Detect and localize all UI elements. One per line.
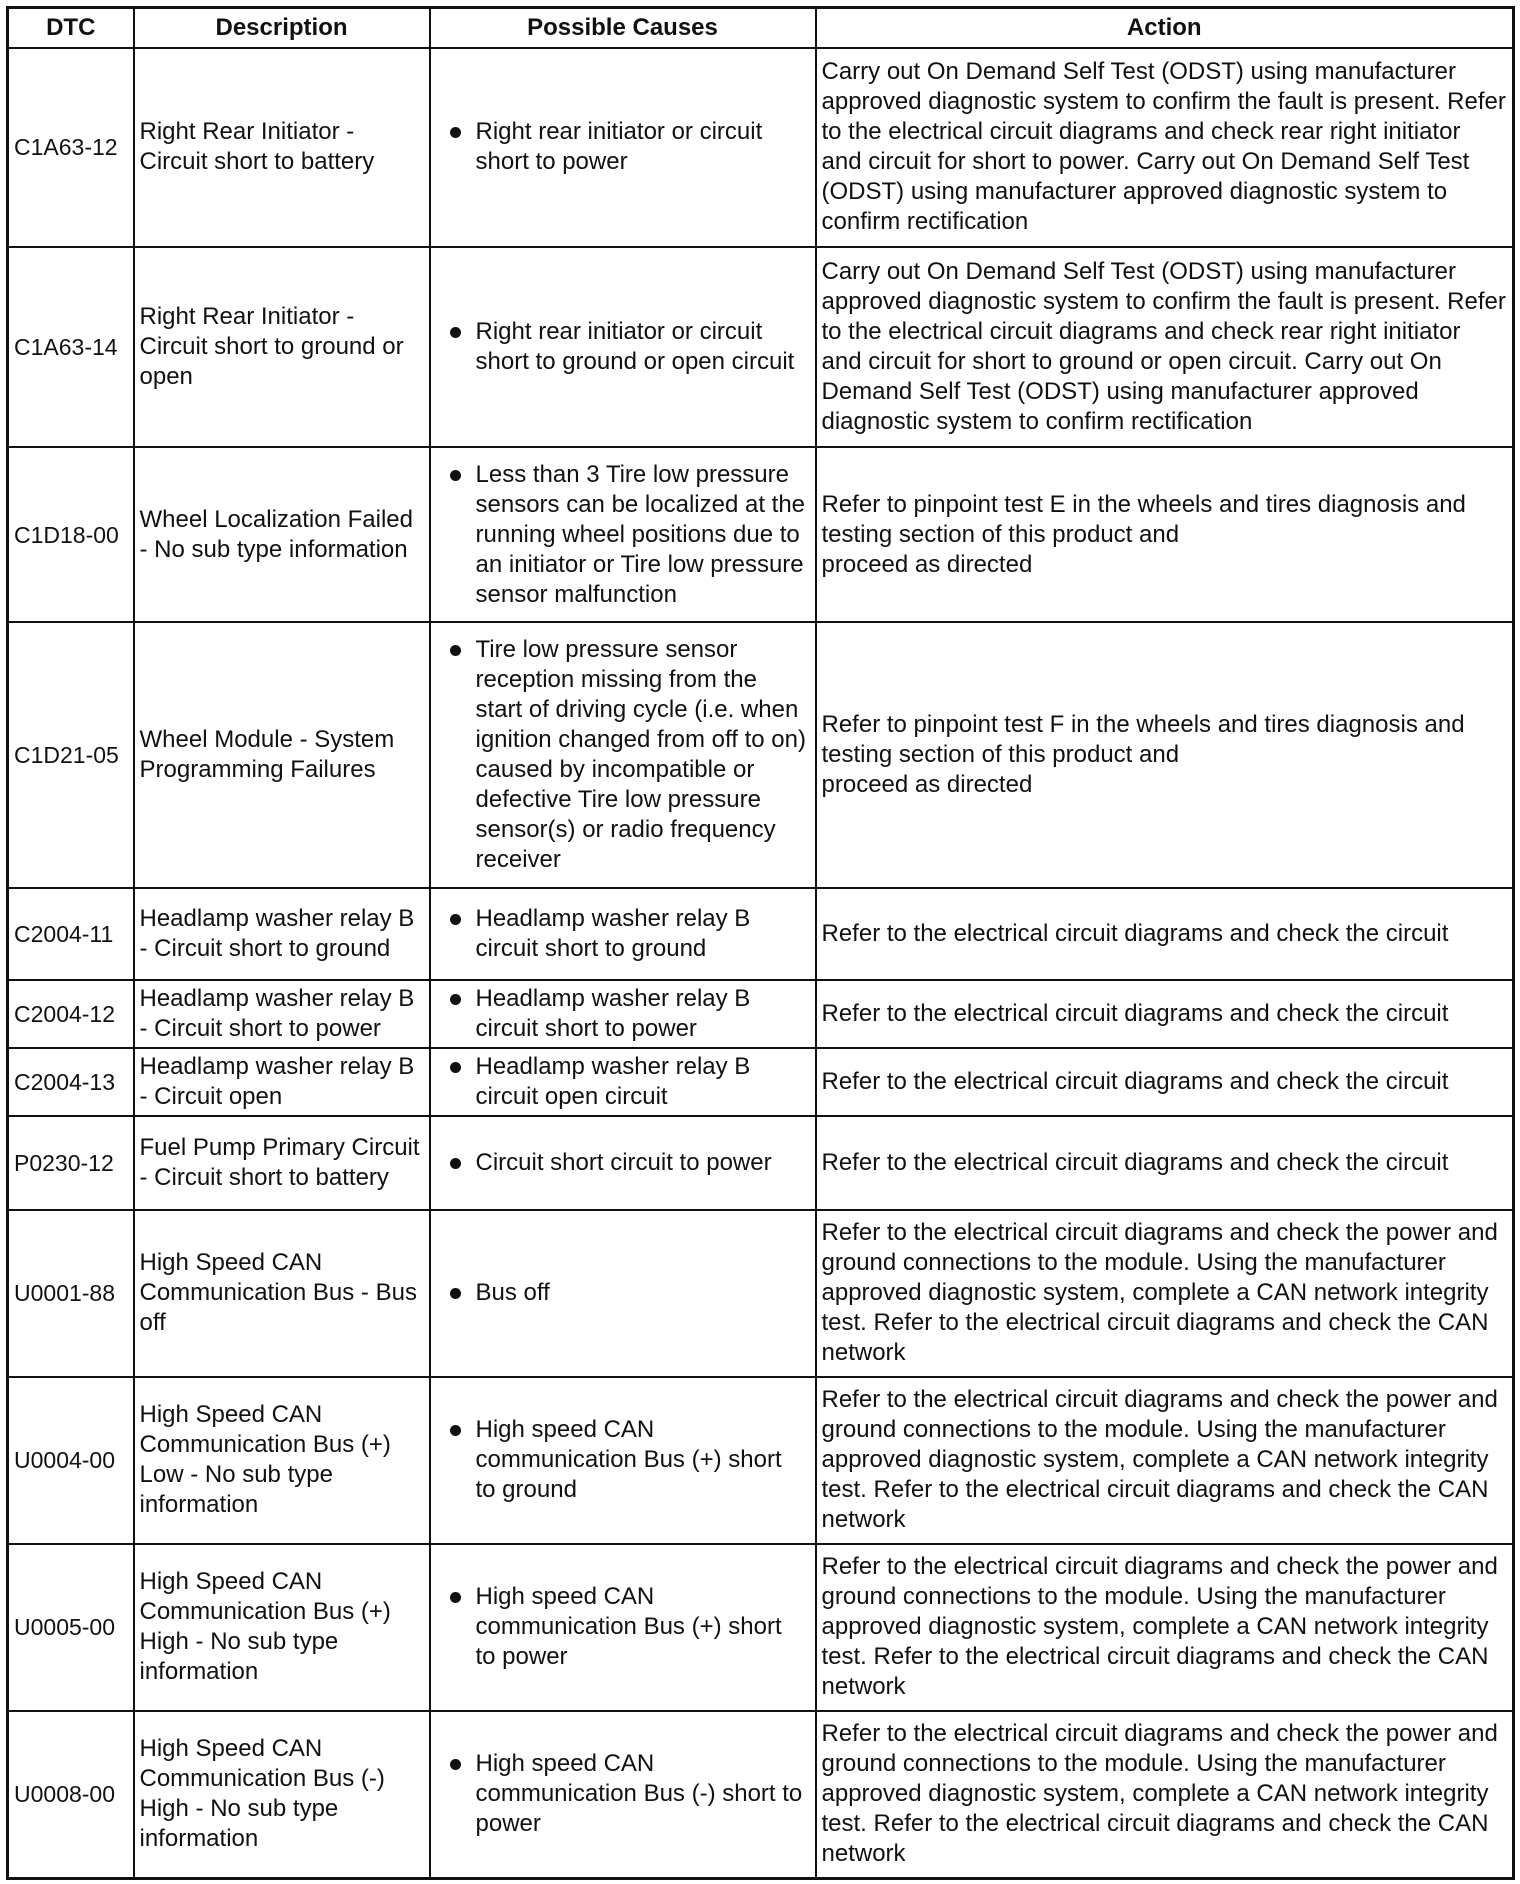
dtc-description: Wheel Module - System Programming Failures bbox=[134, 622, 430, 888]
bullet-icon bbox=[450, 645, 461, 656]
dtc-description: Fuel Pump Primary Circuit - Circuit short to battery bbox=[134, 1116, 430, 1209]
cause-list-item bbox=[436, 1148, 810, 1178]
action-text: Refer to the electrical circuit diagrams and check the power and ground connections to the module. Using the manufacturer approved diagnostic system, complete a CAN network integrity test. Refer to the electrical circuit diagrams and check the CAN network bbox=[821, 1720, 1498, 1868]
dtc-description: High Speed CAN Communication Bus (-) High - No sub type information bbox=[134, 1711, 430, 1879]
action-cell bbox=[816, 1210, 1514, 1377]
dtc-description: Wheel Localization Failed - No sub type information bbox=[134, 447, 430, 622]
dtc-code: C1D18-00 bbox=[8, 447, 134, 622]
action-cell bbox=[816, 888, 1514, 980]
action-text: proceed as directed bbox=[821, 550, 1033, 578]
cause-text: Headlamp washer relay B circuit short to ground bbox=[475, 905, 751, 963]
causes-list bbox=[436, 1052, 810, 1112]
dtc-code: C1A63-14 bbox=[8, 247, 134, 447]
action-cell bbox=[816, 247, 1514, 447]
bullet-icon bbox=[450, 1062, 461, 1073]
table-row bbox=[8, 447, 1514, 622]
cause-text: Headlamp washer relay B circuit open circuit bbox=[475, 1053, 751, 1111]
table-row bbox=[8, 1048, 1514, 1116]
causes-list bbox=[436, 1278, 810, 1308]
possible-causes-cell bbox=[430, 622, 816, 888]
cause-text: High speed CAN communication Bus (-) short to power bbox=[475, 1750, 803, 1838]
table-row bbox=[8, 48, 1514, 248]
table-row bbox=[8, 1377, 1514, 1544]
action-cell bbox=[816, 447, 1514, 622]
table-row bbox=[8, 1210, 1514, 1377]
cause-list-item bbox=[436, 1582, 810, 1672]
cause-text: Bus off bbox=[475, 1279, 550, 1307]
cause-text: Tire low pressure sensor reception missing from the start of driving cycle (i.e. when ignition changed from off to on) caused by incompatible or defective Tire low pressure sensor(s) or radio frequency receiver bbox=[475, 636, 806, 874]
dtc-description: Right Rear Initiator - Circuit short to battery bbox=[134, 48, 430, 248]
dtc-description: High Speed CAN Communication Bus (+) Low - No sub type information bbox=[134, 1377, 430, 1544]
causes-list bbox=[436, 1582, 810, 1672]
table-row bbox=[8, 1711, 1514, 1879]
dtc-document bbox=[6, 6, 1512, 1880]
cause-list-item bbox=[436, 317, 810, 377]
dtc-code: C1D21-05 bbox=[8, 622, 134, 888]
cause-list-item bbox=[436, 904, 810, 964]
cause-list-item bbox=[436, 635, 810, 875]
cause-list-item bbox=[436, 984, 810, 1044]
action-cell bbox=[816, 980, 1514, 1048]
bullet-icon bbox=[450, 1158, 461, 1169]
action-text: Refer to the electrical circuit diagrams and check the power and ground connections to the module. Using the manufacturer approved diagnostic system, complete a CAN network integrity test. Refer to the electrical circuit diagrams and check the CAN network bbox=[821, 1553, 1498, 1701]
table-row bbox=[8, 1544, 1514, 1711]
table-body bbox=[8, 48, 1514, 1879]
possible-causes-cell bbox=[430, 1544, 816, 1711]
cause-list-item bbox=[436, 460, 810, 610]
header-description: Description bbox=[134, 8, 430, 48]
action-cell bbox=[816, 1711, 1514, 1879]
dtc-code: C2004-11 bbox=[8, 888, 134, 980]
header-action: Action bbox=[816, 8, 1514, 48]
table-row bbox=[8, 247, 1514, 447]
cause-text: High speed CAN communication Bus (+) short to ground bbox=[475, 1416, 782, 1504]
dtc-description: High Speed CAN Communication Bus (+) High - No sub type information bbox=[134, 1544, 430, 1711]
possible-causes-cell bbox=[430, 447, 816, 622]
table-header-row bbox=[8, 8, 1514, 48]
causes-list bbox=[436, 117, 810, 177]
possible-causes-cell bbox=[430, 1210, 816, 1377]
action-text: Carry out On Demand Self Test (ODST) using manufacturer approved diagnostic system to confirm the fault is present. Refer to the electrical circuit diagrams and check rear right initiator and circuit for short to power. Carry out On Demand Self Test (ODST) using manufacturer approved diagnostic system to confirm rectification bbox=[821, 58, 1506, 236]
bullet-icon bbox=[450, 1592, 461, 1603]
action-cell bbox=[816, 622, 1514, 888]
table-row bbox=[8, 1116, 1514, 1209]
cause-list-item bbox=[436, 117, 810, 177]
dtc-description: High Speed CAN Communication Bus - Bus off bbox=[134, 1210, 430, 1377]
dtc-code: C1A63-12 bbox=[8, 48, 134, 248]
causes-list bbox=[436, 904, 810, 964]
cause-list-item bbox=[436, 1415, 810, 1505]
action-cell bbox=[816, 1116, 1514, 1209]
action-text: Refer to the electrical circuit diagrams and check the power and ground connections to the module. Using the manufacturer approved diagnostic system, complete a CAN network integrity test. Refer to the electrical circuit diagrams and check the CAN network bbox=[821, 1386, 1498, 1534]
causes-list bbox=[436, 460, 810, 610]
action-cell bbox=[816, 1544, 1514, 1711]
dtc-code: U0005-00 bbox=[8, 1544, 134, 1711]
action-text: Refer to pinpoint test E in the wheels and tires diagnosis and testing section of this product and bbox=[821, 490, 1466, 548]
action-cell bbox=[816, 1377, 1514, 1544]
dtc-description: Headlamp washer relay B - Circuit short to ground bbox=[134, 888, 430, 980]
cause-text: Circuit short circuit to power bbox=[475, 1149, 772, 1177]
action-text: proceed as directed bbox=[821, 771, 1033, 799]
action-text: Refer to the electrical circuit diagrams and check the circuit bbox=[821, 1149, 1449, 1177]
causes-list bbox=[436, 1148, 810, 1178]
action-text: Refer to the electrical circuit diagrams and check the power and ground connections to the module. Using the manufacturer approved diagnostic system, complete a CAN network integrity test. Refer to the electrical circuit diagrams and check the CAN network bbox=[821, 1219, 1498, 1367]
dtc-code: C2004-13 bbox=[8, 1048, 134, 1116]
cause-text: Right rear initiator or circuit short to ground or open circuit bbox=[475, 318, 795, 376]
bullet-icon bbox=[450, 327, 461, 338]
dtc-code: U0008-00 bbox=[8, 1711, 134, 1879]
possible-causes-cell bbox=[430, 980, 816, 1048]
action-text: Refer to the electrical circuit diagrams and check the circuit bbox=[821, 1068, 1449, 1096]
causes-list bbox=[436, 984, 810, 1044]
bullet-icon bbox=[450, 127, 461, 138]
possible-causes-cell bbox=[430, 1711, 816, 1879]
cause-list-item bbox=[436, 1749, 810, 1839]
possible-causes-cell bbox=[430, 1377, 816, 1544]
dtc-description: Headlamp washer relay B - Circuit short to power bbox=[134, 980, 430, 1048]
cause-list-item bbox=[436, 1052, 810, 1112]
action-text: Refer to the electrical circuit diagrams and check the circuit bbox=[821, 920, 1449, 948]
table-row bbox=[8, 622, 1514, 888]
dtc-description: Right Rear Initiator - Circuit short to ground or open bbox=[134, 247, 430, 447]
cause-text: High speed CAN communication Bus (+) short to power bbox=[475, 1583, 782, 1671]
causes-list bbox=[436, 1415, 810, 1505]
cause-text: Less than 3 Tire low pressure sensors can be localized at the running wheel positions due to an initiator or Tire low pressure sensor malfunction bbox=[475, 460, 806, 608]
bullet-icon bbox=[450, 994, 461, 1005]
possible-causes-cell bbox=[430, 1048, 816, 1116]
bullet-icon bbox=[450, 914, 461, 925]
dtc-code: C2004-12 bbox=[8, 980, 134, 1048]
cause-list-item bbox=[436, 1278, 810, 1308]
bullet-icon bbox=[450, 1759, 461, 1770]
dtc-code: U0001-88 bbox=[8, 1210, 134, 1377]
dtc-description: Headlamp washer relay B - Circuit open bbox=[134, 1048, 430, 1116]
causes-list bbox=[436, 1749, 810, 1839]
action-text: Refer to pinpoint test F in the wheels and tires diagnosis and testing section of this product and bbox=[821, 711, 1465, 769]
possible-causes-cell bbox=[430, 48, 816, 248]
possible-causes-cell bbox=[430, 888, 816, 980]
action-text: Carry out On Demand Self Test (ODST) using manufacturer approved diagnostic system to confirm the fault is present. Refer to the electrical circuit diagrams and check rear right initiator and circuit for short to ground or open circuit. Carry out On Demand Self Test (ODST) using manufacturer approved diagnostic system to confirm rectification bbox=[821, 258, 1506, 436]
bullet-icon bbox=[450, 470, 461, 481]
possible-causes-cell bbox=[430, 1116, 816, 1209]
action-text: Refer to the electrical circuit diagrams and check the circuit bbox=[821, 1000, 1449, 1028]
causes-list bbox=[436, 317, 810, 377]
bullet-icon bbox=[450, 1288, 461, 1299]
header-dtc: DTC bbox=[8, 8, 134, 48]
header-possible-causes: Possible Causes bbox=[430, 8, 816, 48]
table-row bbox=[8, 888, 1514, 980]
action-cell bbox=[816, 48, 1514, 248]
bullet-icon bbox=[450, 1425, 461, 1436]
dtc-table bbox=[6, 6, 1515, 1880]
cause-text: Headlamp washer relay B circuit short to power bbox=[475, 985, 751, 1043]
possible-causes-cell bbox=[430, 247, 816, 447]
action-cell bbox=[816, 1048, 1514, 1116]
table-row bbox=[8, 980, 1514, 1048]
cause-text: Right rear initiator or circuit short to power bbox=[475, 118, 763, 176]
dtc-code: P0230-12 bbox=[8, 1116, 134, 1209]
dtc-code: U0004-00 bbox=[8, 1377, 134, 1544]
causes-list bbox=[436, 635, 810, 875]
